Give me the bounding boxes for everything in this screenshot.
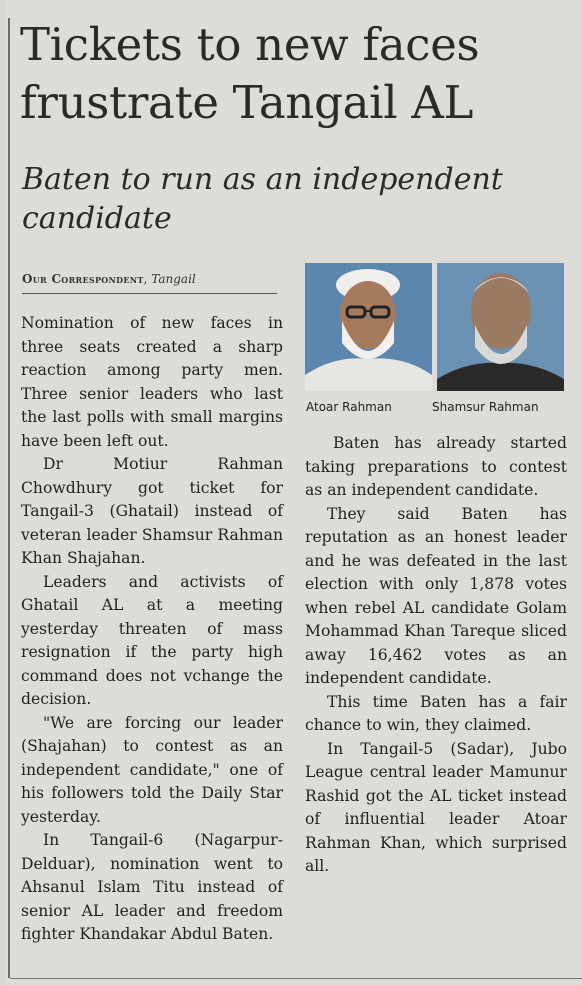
byline: Our Correspondent, Tangail [22,272,196,286]
paragraph: Dr Motiur Rahman Chowdhury got ticket for Tangail-3 (Ghatail) instead of veteran leader Shamsur Rahman Khan Shajahan. [21,455,283,567]
bottom-rule [10,978,582,979]
portrait-photo-shamsur-rahman [437,263,564,391]
paragraph: Leaders and activists of Ghatail AL at a meeting yesterday threaten of mass resignation if the party high command does not vchange the decision. [21,572,283,708]
article-column-right [305,432,567,879]
paragraph: In Tangail-6 (Nagarpur-Delduar), nomination went to Ahsanul Islam Titu instead of senior AL leader and freedom fighter Khandakar Abdul Baten. [21,831,283,943]
photo-caption: Atoar Rahman [306,400,392,414]
paragraph: In Tangail-5 (Sadar), Jubo League central leader Mamunur Rashid got the AL ticket instead of influential leader Atoar Rahman Khan, which surprised all. [305,739,567,875]
article-column-left [21,312,283,947]
subheadline: Baten to run as an independent candidate [22,162,503,236]
paragraph: This time Baten has a fair chance to win, they claimed. [305,692,567,734]
byline-place: Tangail [151,272,196,286]
paragraph: They said Baten has reputation as an honest leader and he was defeated in the last election with only 1,878 votes when rebel AL candidate Golam Mohammad Khan Tareque sliced away 16,462 votes as an independent candidate. [305,504,567,687]
photo-caption: Shamsur Rahman [432,400,539,414]
column-rule [8,18,10,978]
paragraph: Baten has already started taking preparations to contest as an independent candidate. [305,434,567,499]
paragraph: "We are forcing our leader (Shajahan) to contest as an independent candidate," one of his followers told the Daily Star yesterday. [21,713,283,826]
portrait-photo-atoar-rahman [305,263,432,391]
paragraph: Nomination of new faces in three seats created a sharp reaction among party men. Three senior leaders who last the last polls with small margins have been left out. [21,314,283,450]
byline-label: Our Correspondent [22,272,144,286]
headline: Tickets to new faces frustrate Tangail AL [20,18,480,129]
byline-divider [22,293,277,294]
